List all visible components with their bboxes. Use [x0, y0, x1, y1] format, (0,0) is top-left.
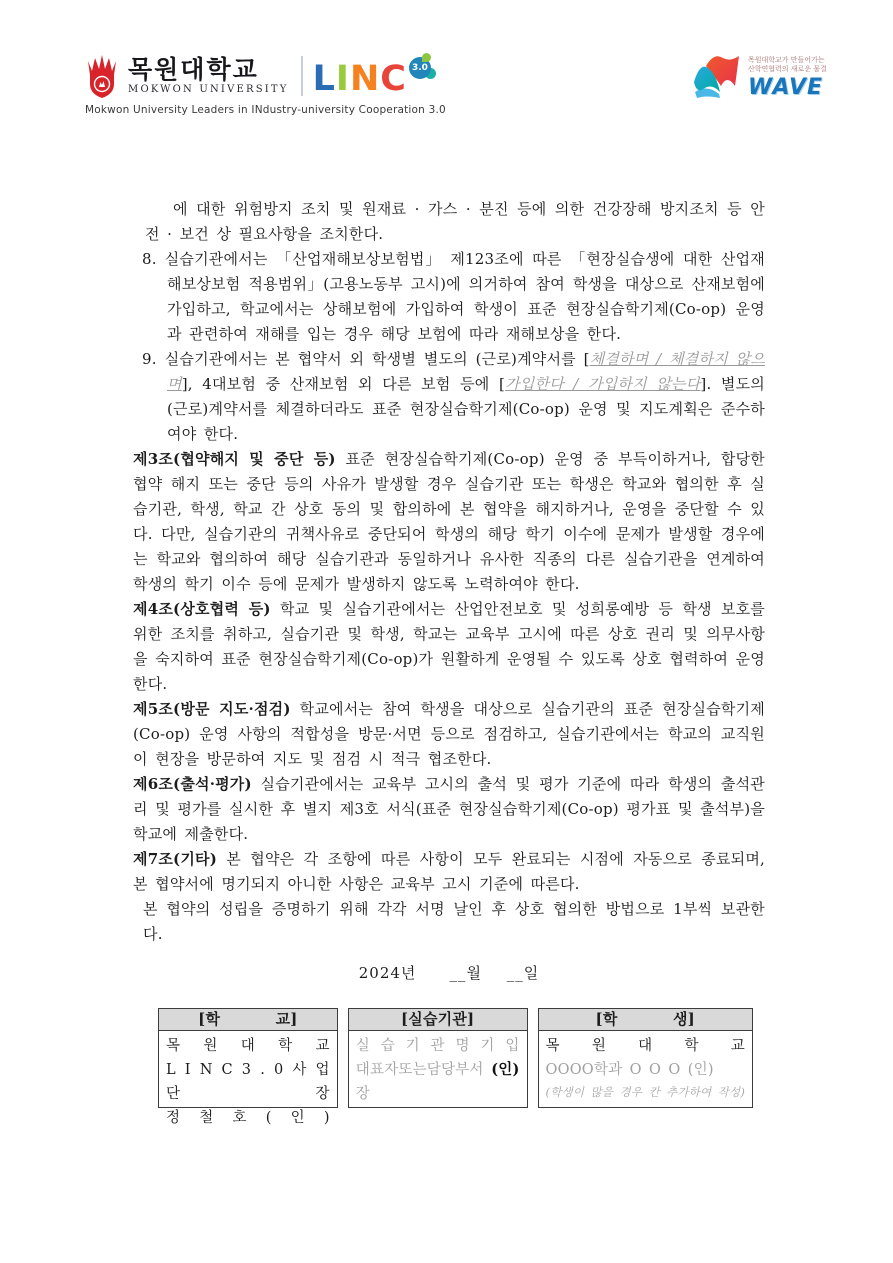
wave-m-icon: [692, 50, 744, 100]
linc-wordmark: [313, 55, 437, 97]
school-dept: L I N C 3 . 0 사 업 단 장: [166, 1062, 330, 1102]
article-text: 본 협약은 각 조항에 따른 사항이 모두 완료되는 시점에 자동으로 종료되며, 본 협약서에 명기되지 아니한 사항은 교육부 고시 기준에 따른다.: [133, 850, 765, 893]
wave-slogan: 목원대학교가 만들어가는 산학연협력의 새로운 물결: [748, 56, 827, 73]
signature-box-company: [348, 1008, 528, 1108]
article-title: 제4조(상호협력 등): [133, 600, 271, 618]
linc-letter-l: L: [312, 59, 336, 99]
agreement-body: [133, 197, 765, 1126]
wave-text-block: [748, 50, 827, 100]
school-signer: 정 철 호 ( 인 ): [166, 1110, 330, 1126]
article-title: 제6조(출석·평가): [133, 775, 252, 793]
article-7: [133, 847, 765, 897]
linc-tagline: Mokwon University Leaders in INdustry-university Cooperation 3.0: [85, 104, 446, 116]
signature-content-school: [159, 1031, 337, 1130]
article-title: 제5조(방문 지도·점검): [133, 700, 291, 718]
signature-header-school: [학 교]: [159, 1009, 337, 1031]
clause-item-8: [133, 247, 765, 347]
clause-text: 실습기관에서는 「산업재해보상보험법」 제123조에 따른 「현장실습생에 대한 산업재해보상보험 적용범위」(고용노동부 고시)에 의거하여 참여 학생을 대상으로 산재보험에 가입하고, 학교에서는 상해보험에 가입하여 학생이 표준 현장실습학기제(Co-op) 운영과 관련하여 재해를 입는 경우 해당 보험에 따라 재해보상을 한다.: [164, 250, 765, 343]
student-note: (학생이 많을 경우 칸 추가하여 작성): [545, 1085, 746, 1099]
signature-content-company: [349, 1031, 527, 1106]
mokwon-linc-logo: [84, 52, 437, 100]
clause-item-9: [133, 347, 765, 447]
article-4: [133, 597, 765, 697]
article-title: 제3조(협약해지 및 중단 등): [133, 450, 336, 468]
linc-letter-i: I: [335, 59, 350, 99]
signature-header-student: [학 생]: [539, 1009, 752, 1031]
signature-content-student: [539, 1031, 752, 1102]
article-3: [133, 447, 765, 597]
clause-number: 9.: [142, 350, 157, 368]
paragraph-continuation: 에 대한 위험방지 조치 및 원재료 · 가스 · 분진 등에 의한 건강장해 방지조치 등 안전 · 보건 상 필요사항을 조치한다.: [145, 200, 765, 243]
article-text: 학교 및 실습기관에서는 산업안전보호 및 성희롱예방 등 학생 보호를 위한 조치를 취하고, 실습기관 및 학생, 학교는 교육부 고시에 따른 상호 권리 및 의무사항을 숙지하여 표준 현장실습학기제(Co-op)가 원활하게 운영될 수 있도록 상호 협력하여 운영한다.: [133, 600, 765, 693]
signature-header-company: [실습기관]: [349, 1009, 527, 1031]
choice-option-insurance: 가입한다 / 가입하지 않는다: [505, 375, 701, 393]
logo-divider: [301, 56, 303, 96]
linc-letter-n: N: [349, 59, 381, 99]
article-text: 실습기관에서는 교육부 고시의 출석 및 평가 기준에 따라 학생의 출석관리 및 평가를 실시한 후 별지 제3호 서식(표준 현장실습학기제(Co-op) 평가표 및 출석부)을 학교에 제출한다.: [133, 775, 765, 843]
wave-wordmark: WAVE: [748, 75, 824, 100]
article-text: 표준 현장실습학기제(Co-op) 운영 중 부득이하거나, 합당한 협약 해지 또는 중단 등의 사유가 발생할 경우 실습기관 또는 학생은 학교와 협의한 후 실습기관, 학생, 학교 간 상호 동의 및 합의하에 본 협약을 해지하거나, 운영을 중단할 수 있다. 다만, 실습기관의 귀책사유로 중단되어 학생의 해당 학기 이수에 문제가 발생할 경우에는 학교와 협의하여 해당 실습기관과 동일하거나 유사한 직종의 다른 실습기관을 연계하여 학생의 학기 이수 등에 문제가 발생하지 않도록 노력하여야 한다.: [133, 450, 765, 593]
linc-3-0-badge-icon: 3.0: [409, 55, 437, 83]
company-signer-placeholder: 대표자또는담당부서장: [355, 1062, 484, 1102]
clause-text: ], 4대보험 중 산재보험 외 다른 보험 등에 [: [181, 375, 505, 393]
article-text: 학교에서는 참여 학생을 대상으로 실습기관의 표준 현장실습학기제(Co-op) 운영 사항의 적합성을 방문·서면 등으로 점검하고, 실습기관에서는 학교의 교직원이 현장을 방문하여 지도 및 점검 시 적극 협조한다.: [133, 700, 765, 768]
company-seal-mark: (인): [491, 1061, 520, 1078]
article-6: [133, 772, 765, 847]
university-name-kr: 목원대학교: [128, 55, 259, 84]
clause-text: 실습기관에서는 본 협약서 외 학생별 별도의 (근로)계약서를 [: [164, 350, 590, 368]
signature-box-school: [158, 1008, 338, 1126]
clause-text: ]. 별도의 (근로)계약서를 체결하더라도 표준 현장실습학기제(Co-op) 운영 및 지도계획은 준수하여야 한다.: [167, 375, 765, 443]
closing-statement: 본 협약의 성립을 증명하기 위해 각각 서명 날인 후 상호 협의한 방법으로 1부씩 보관한다.: [143, 900, 765, 943]
university-name-block: [128, 57, 289, 95]
university-name-en: MOKWON UNIVERSITY: [128, 84, 289, 95]
article-5: [133, 697, 765, 772]
linc-letter-c: C: [380, 59, 407, 99]
choice-option-contract: 체결하며 / 체결하지 않으며: [167, 350, 765, 393]
article-title: 제7조(기타): [133, 850, 217, 868]
wave-logo: [692, 50, 827, 100]
agreement-date: 2024년 __월 __일: [358, 964, 540, 982]
signature-box-student: [538, 1008, 753, 1108]
mokwon-tulip-emblem-icon: [84, 53, 120, 99]
student-university: 목 원 대 학 교: [545, 1038, 746, 1054]
school-name: 목 원 대 학 교: [166, 1038, 330, 1054]
company-name-placeholder: 실 습 기 관 명 기 입: [355, 1038, 520, 1054]
company-signer-line: [356, 1058, 520, 1106]
signature-table: [158, 1008, 753, 1126]
student-name-placeholder: OOOO학과 O O O (인): [545, 1062, 714, 1078]
clause-number: 8.: [142, 250, 157, 268]
